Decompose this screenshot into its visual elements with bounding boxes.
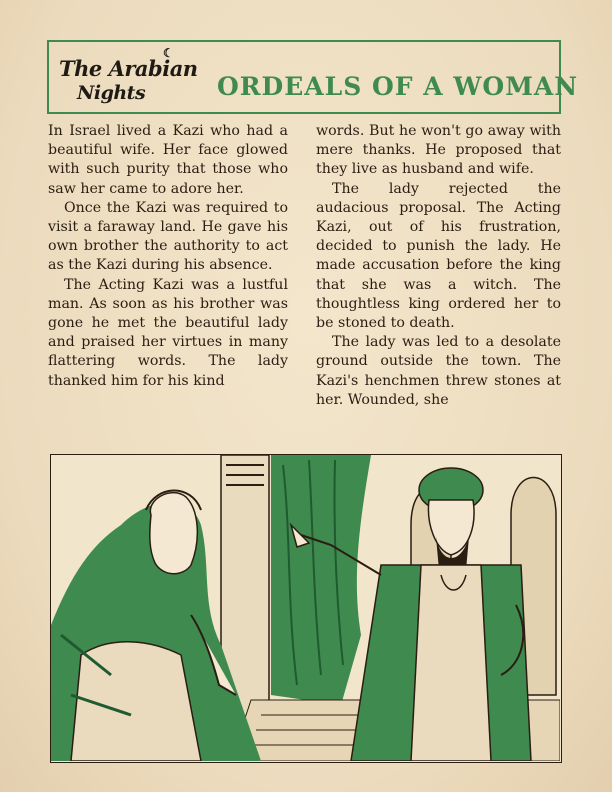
crescent-icon: ☾ [163,46,174,60]
logo-line-1: The Arabian [59,56,198,81]
arabian-nights-logo [59,46,219,108]
paragraph: Once the Kazi was required to visit a faraway land. He gave his own brother the authority to act as the Kazi during his absence. [48,199,288,274]
logo-line-2: Nights [77,82,146,104]
title-banner [47,40,579,114]
illustration-drawing [51,455,560,761]
story-title: ORDEALS OF A WOMAN [217,72,579,101]
paragraph: The Acting Kazi was a lustful man. As soon as his brother was gone he met the beautiful lady and praised her virtues in many flattering words. The lady thanked him for his kind [48,276,288,389]
paragraph: The lady was led to a desolate ground outside the town. The Kazi's henchmen threw stones at her. Wounded, she [316,334,561,408]
right-text-column [316,122,561,410]
paragraph: The lady rejected the audacious proposal. The Acting Kazi, out of his frustration, decided to punish the lady. He made accusation before the king that she was a witch. The thoughtless king ordered her to be stoned to death. [316,180,561,332]
story-illustration [50,454,562,763]
paragraph: In Israel lived a Kazi who had a beautiful wife. Her face glowed with such purity that those who saw her came to adore her. [48,123,288,197]
left-text-column [48,122,288,391]
paragraph: words. But he won't go away with mere thanks. He proposed that they live as husband and wife. [316,123,561,178]
